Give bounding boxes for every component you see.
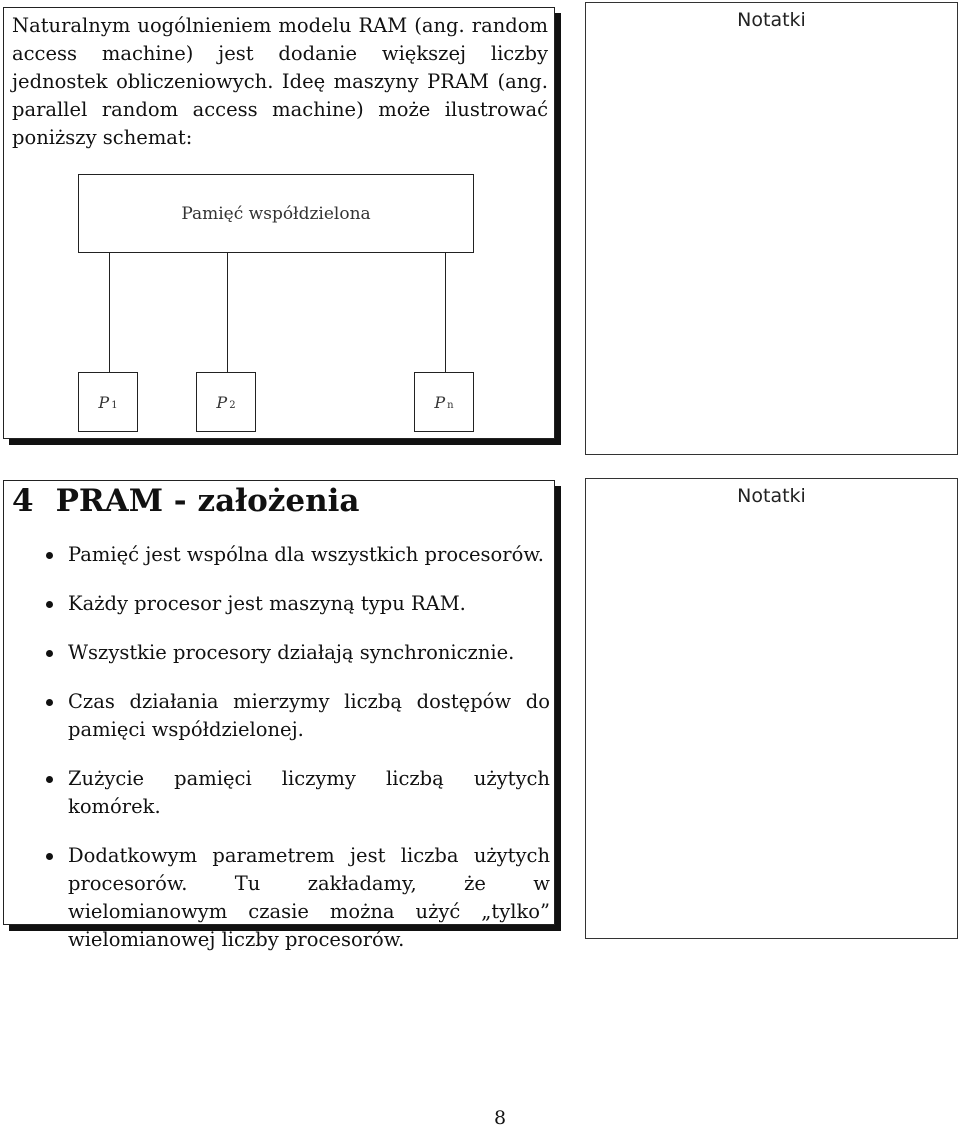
processor-n-name: P	[434, 392, 446, 412]
notes-box-1[interactable]	[585, 2, 958, 455]
processor-1-name: P	[98, 392, 110, 412]
pram-diagram	[4, 168, 554, 438]
list-item	[18, 842, 550, 954]
list-item	[18, 765, 550, 821]
slide-pram-assumptions	[3, 480, 555, 951]
bullet-icon	[46, 853, 53, 860]
processor-box-n	[414, 372, 474, 432]
notes-label-1: Notatki	[737, 9, 806, 31]
connector-line-p1	[109, 253, 110, 373]
list-item-text: Dodatkowym parametrem jest liczba użytych procesorów. Tu zakładamy, że w wielomianowym czasie można użyć „tylko” wielomianowej liczby procesorów.	[68, 844, 550, 951]
notes-box-2[interactable]	[585, 478, 958, 939]
page-number: 8	[493, 1107, 507, 1129]
list-item	[18, 639, 550, 667]
processor-1-index: 1	[111, 399, 118, 411]
list-item-text: Pamięć jest wspólna dla wszystkich procesorów.	[68, 543, 544, 566]
list-item-text: Zużycie pamięci liczymy liczbą użytych komórek.	[68, 767, 550, 818]
assumptions-list	[18, 541, 550, 975]
processor-box-1	[78, 372, 138, 432]
processor-box-2	[196, 372, 256, 432]
list-item-text: Czas działania mierzymy liczbą dostępów do pamięci współdzielonej.	[68, 690, 550, 741]
intro-paragraph: Naturalnym uogólnieniem modelu RAM (ang. random access machine) jest dodanie większej liczby jednostek obliczeniowych. Ideę maszyny PRAM (ang. parallel random access machine) może ilustrować poniższy schemat:	[12, 14, 548, 149]
section-heading	[12, 483, 360, 519]
processor-2-index: 2	[229, 399, 236, 411]
slide-pram-intro	[3, 7, 555, 439]
list-item	[18, 590, 550, 618]
list-item-text: Wszystkie procesory działają synchronicznie.	[68, 641, 515, 664]
bullet-icon	[46, 650, 53, 657]
processor-2-name: P	[216, 392, 228, 412]
shared-memory-box	[78, 174, 474, 253]
connector-line-pn	[445, 253, 446, 373]
bullet-icon	[46, 601, 53, 608]
list-item	[18, 688, 550, 744]
list-item	[18, 541, 550, 569]
bullet-icon	[46, 552, 53, 559]
list-item-text: Każdy procesor jest maszyną typu RAM.	[68, 592, 466, 615]
processor-n-index: n	[447, 399, 454, 411]
section-number: 4	[12, 483, 34, 519]
notes-label-2: Notatki	[737, 485, 806, 507]
shared-memory-label: Pamięć współdzielona	[181, 203, 371, 224]
bullet-icon	[46, 776, 53, 783]
section-title: PRAM - założenia	[55, 483, 360, 519]
bullet-icon	[46, 699, 53, 706]
connector-line-p2	[227, 253, 228, 373]
